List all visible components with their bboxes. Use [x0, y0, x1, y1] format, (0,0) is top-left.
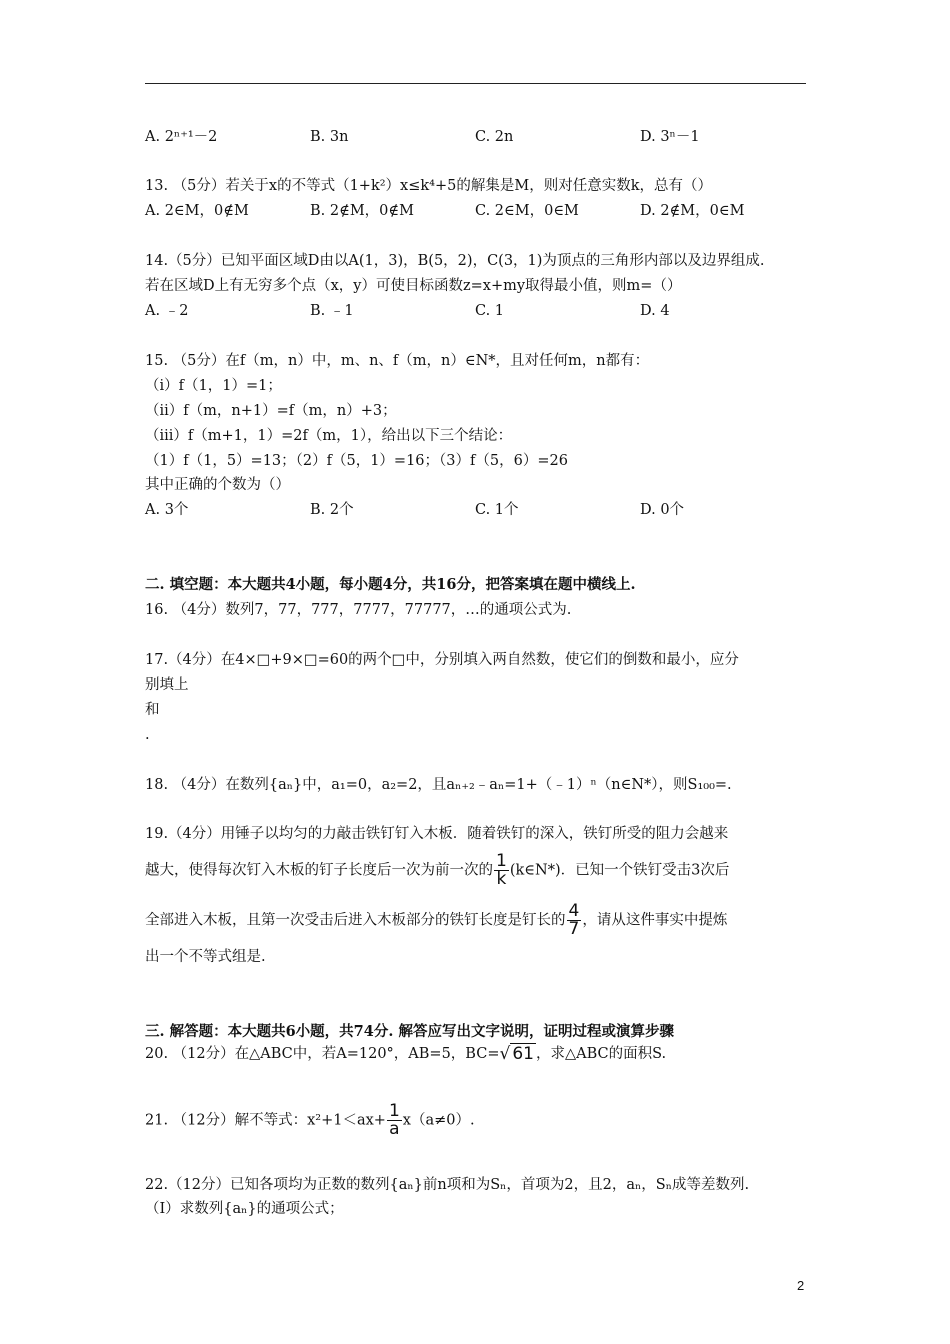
q15-options: [145, 500, 806, 520]
q14-option-a: A. ﹣2: [145, 303, 189, 319]
fraction-numerator: 1: [388, 1101, 400, 1121]
q14-option-b: B. ﹣1: [310, 303, 354, 319]
q15-line-2: （i）f（1，1）=1；: [145, 378, 282, 394]
q15-line-5: （1）f（1，5）=13；（2）f（5，1）=16；（3）f（5，6）=26: [145, 453, 568, 469]
square-root-61: √ 61: [499, 1044, 534, 1064]
section-2-heading: 二. 填空题：本大题共4小题，每小题4分，共16分，把答案填在题中横线上.: [145, 576, 636, 593]
q12-option-c: C. 2n: [475, 129, 514, 145]
q22-line-1: 22.（12分）已知各项均为正数的数列{aₙ}前n项和为Sₙ，首项为2，且2，aₙ，Sₙ成等差数列.: [145, 1177, 750, 1193]
q13-option-a: A. 2∈M，0∉M: [145, 203, 249, 219]
q19-line-1: 19.（4分）用锤子以均匀的力敲击铁钉钉入木板．随着铁钉的深入，铁钉所受的阻力会越来: [145, 826, 729, 842]
q19-line-3-text-b: ，请从这件事实中提炼: [582, 912, 728, 929]
q15-option-a: A. 3个: [145, 502, 189, 518]
q16: 16. （4分）数列7，77，777，7777，77777，…的通项公式为.: [145, 602, 572, 618]
q15-line-1: 15. （5分）在f（m，n）中，m、n、f（m，n）∈N*，且对任何m，n都有：: [145, 353, 650, 369]
header-rule: [145, 83, 806, 84]
q17-line-3: 和: [145, 702, 160, 718]
q12-options: [145, 127, 806, 147]
fraction-denominator: 7: [568, 919, 580, 939]
q17-line-2: 别填上: [145, 677, 189, 693]
q15-option-c: C. 1个: [475, 502, 519, 518]
q14-options: [145, 301, 806, 321]
q15-line-3: （ii）f（m，n+1）=f（m，n）+3；: [145, 403, 397, 419]
q12-option-a: A. 2ⁿ⁺¹－2: [145, 129, 218, 145]
fraction-numerator: 4: [568, 901, 580, 921]
fraction-numerator: 1: [496, 851, 507, 871]
q13-option-d: D. 2∉M，0∈M: [640, 203, 745, 219]
q12-option-d: D. 3ⁿ－1: [640, 129, 700, 145]
q19-line-3-text-a: 全部进入木板，且第一次受击后进入木板部分的铁钉长度是钉长的: [145, 912, 566, 929]
q19-line-2-text-a: 越大，使得每次钉入木板的钉子长度后一次为前一次的: [145, 862, 493, 879]
q19-line-2: [145, 853, 729, 888]
q17-line-1: 17.（4分）在4×□+9×□=60的两个□中，分别填入两自然数，使它们的倒数和最小，应分: [145, 652, 739, 668]
q14-option-d: D. 4: [640, 303, 670, 319]
q13-option-c: C. 2∈M，0∈M: [475, 203, 579, 219]
q14-line-2: 若在区域D上有无穷多个点（x，y）可使目标函数z=x+my取得最小值，则m=（）: [145, 278, 682, 294]
q21: [145, 1103, 475, 1138]
q19-line-3: [145, 903, 727, 938]
fraction-denominator: a: [389, 1119, 400, 1139]
q14-option-c: C. 1: [475, 303, 505, 319]
fraction-one-over-a: [387, 1103, 402, 1138]
q20-text-b: ，求△ABC的面积S.: [535, 1046, 667, 1062]
q19-line-2-text-b: (k∈N*)．已知一个铁钉受击3次后: [509, 862, 730, 879]
q15-option-b: B. 2个: [310, 502, 354, 518]
radicand: 61: [512, 1044, 534, 1064]
q13-stem: 13. （5分）若关于x的不等式（1+k²）x≤k⁴+5的解集是M，则对任意实数k，总有（）: [145, 178, 712, 194]
q15-line-4: （iii）f（m+1，1）=2f（m，1），给出以下三个结论：: [145, 428, 513, 444]
q18: 18. （4分）在数列{aₙ}中，a₁=0，a₂=2，且aₙ₊₂﹣aₙ=1+（﹣1）ⁿ（n∈N*），则S₁₀₀=.: [145, 777, 732, 793]
q15-option-d: D. 0个: [640, 502, 685, 518]
q21-text-a: 21. （12分）解不等式：x²+1＜ax+: [145, 1112, 386, 1129]
fraction-four-sevenths: [567, 903, 582, 938]
q13-option-b: B. 2∉M，0∉M: [310, 203, 414, 219]
section-3-heading: 三. 解答题：本大题共6小题，共74分. 解答应写出文字说明，证明过程或演算步骤: [145, 1023, 674, 1040]
q17-line-4: .: [145, 727, 150, 743]
page-number: 2: [797, 1278, 805, 1293]
q20-text-a: 20. （12分）在△ABC中，若A=120°，AB=5，BC=: [145, 1046, 500, 1062]
fraction-one-over-k: [494, 853, 509, 888]
q14-line-1: 14.（5分）已知平面区域D由以A(1，3)，B(5，2)，C(3，1)为顶点的三角形内部以及边界组成.: [145, 253, 765, 269]
q13-options: [145, 201, 806, 221]
q12-option-b: B. 3n: [310, 129, 349, 145]
q15-line-6: 其中正确的个数为（）: [145, 477, 290, 493]
q20: [145, 1044, 666, 1064]
q22-line-2: （Ⅰ）求数列{aₙ}的通项公式；: [145, 1201, 344, 1217]
fraction-denominator: k: [496, 869, 507, 889]
q19-line-4: 出一个不等式组是.: [145, 949, 266, 965]
q21-text-b: x（a≠0）.: [402, 1112, 475, 1129]
